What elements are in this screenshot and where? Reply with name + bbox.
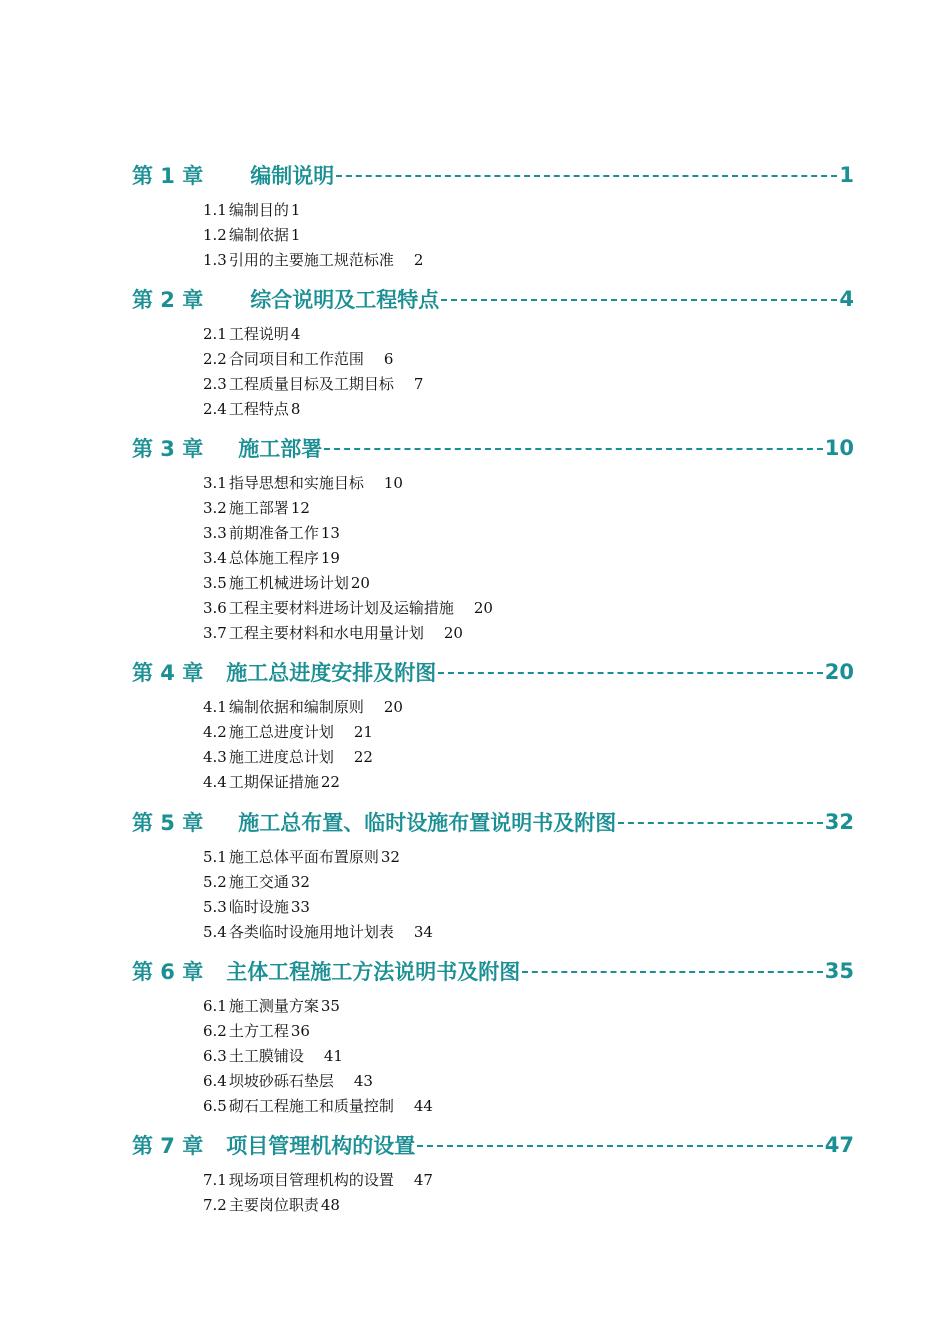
dot-leader bbox=[336, 175, 837, 177]
section-title: 各类临时设施用地计划表 bbox=[228, 923, 394, 941]
dot-leader bbox=[417, 1145, 823, 1147]
toc-chapter-entry[interactable] bbox=[132, 433, 854, 463]
section-number: 5.4 bbox=[203, 923, 227, 941]
toc-section-entry[interactable] bbox=[203, 199, 300, 221]
toc-chapter-entry[interactable] bbox=[132, 657, 854, 687]
chapter-title: 编制说明 bbox=[250, 164, 335, 188]
section-page-number: 1 bbox=[290, 201, 301, 219]
chapter-page-number: 47 bbox=[824, 1133, 854, 1157]
section-title: 主要岗位职责 bbox=[228, 1196, 319, 1214]
toc-section-entry[interactable] bbox=[203, 1095, 433, 1117]
section-title: 编制目的 bbox=[228, 201, 289, 219]
section-number: 3.4 bbox=[203, 549, 227, 567]
chapter-title: 主体工程施工方法说明书及附图 bbox=[226, 960, 521, 984]
section-number: 1.3 bbox=[203, 251, 227, 269]
section-title: 工程主要材料和水电用量计划 bbox=[228, 624, 424, 642]
toc-section-entry[interactable] bbox=[203, 224, 300, 246]
section-number: 7.1 bbox=[203, 1171, 227, 1189]
chapter-page-number: 20 bbox=[824, 660, 854, 684]
section-number: 2.4 bbox=[203, 400, 227, 418]
section-number: 3.1 bbox=[203, 474, 227, 492]
section-title: 施工进度总计划 bbox=[228, 748, 334, 766]
section-title: 合同项目和工作范围 bbox=[228, 350, 364, 368]
toc-section-entry[interactable] bbox=[203, 497, 310, 519]
section-title: 前期准备工作 bbox=[228, 524, 319, 542]
chapter-page-number: 32 bbox=[824, 810, 854, 834]
toc-chapter-entry[interactable] bbox=[132, 284, 854, 314]
toc-section-entry[interactable] bbox=[203, 771, 340, 793]
section-title: 总体施工程序 bbox=[228, 549, 319, 567]
section-page-number: 44 bbox=[413, 1097, 433, 1115]
chapter-label: 第 1 章 bbox=[132, 164, 204, 188]
section-number: 6.2 bbox=[203, 1022, 227, 1040]
chapter-title: 施工部署 bbox=[238, 437, 323, 461]
toc-section-entry[interactable] bbox=[203, 921, 433, 943]
section-number: 4.2 bbox=[203, 723, 227, 741]
section-title: 坝坡砂砾石垫层 bbox=[228, 1072, 334, 1090]
section-page-number: 6 bbox=[383, 350, 394, 368]
section-number: 3.7 bbox=[203, 624, 227, 642]
section-page-number: 22 bbox=[320, 773, 340, 791]
section-title: 工程特点 bbox=[228, 400, 289, 418]
dot-leader bbox=[618, 822, 823, 824]
section-number: 1.1 bbox=[203, 201, 227, 219]
section-number: 2.3 bbox=[203, 375, 227, 393]
section-title: 施工交通 bbox=[228, 873, 289, 891]
section-title: 指导思想和实施目标 bbox=[228, 474, 364, 492]
section-number: 3.5 bbox=[203, 574, 227, 592]
toc-section-entry[interactable] bbox=[203, 696, 403, 718]
section-number: 7.2 bbox=[203, 1196, 227, 1214]
toc-section-entry[interactable] bbox=[203, 1020, 310, 1042]
toc-section-entry[interactable] bbox=[203, 622, 463, 644]
dot-leader bbox=[522, 971, 823, 973]
section-title: 土工膜铺设 bbox=[228, 1047, 304, 1065]
section-page-number: 47 bbox=[413, 1171, 433, 1189]
section-number: 4.1 bbox=[203, 698, 227, 716]
section-title: 砌石工程施工和质量控制 bbox=[228, 1097, 394, 1115]
section-number: 3.2 bbox=[203, 499, 227, 517]
section-title: 现场项目管理机构的设置 bbox=[228, 1171, 394, 1189]
chapter-title: 施工总进度安排及附图 bbox=[226, 661, 437, 685]
section-number: 1.2 bbox=[203, 226, 227, 244]
section-page-number: 36 bbox=[290, 1022, 310, 1040]
toc-section-entry[interactable] bbox=[203, 572, 370, 594]
toc-chapter-entry[interactable] bbox=[132, 1130, 854, 1160]
chapter-label: 第 5 章 bbox=[132, 811, 204, 835]
section-title: 工程质量目标及工期目标 bbox=[228, 375, 394, 393]
section-number: 6.5 bbox=[203, 1097, 227, 1115]
section-page-number: 10 bbox=[383, 474, 403, 492]
toc-section-entry[interactable] bbox=[203, 597, 493, 619]
section-page-number: 19 bbox=[320, 549, 340, 567]
toc-section-entry[interactable] bbox=[203, 1169, 433, 1191]
section-page-number: 20 bbox=[383, 698, 403, 716]
section-page-number: 33 bbox=[290, 898, 310, 916]
section-number: 3.3 bbox=[203, 524, 227, 542]
section-page-number: 34 bbox=[413, 923, 433, 941]
toc-section-entry[interactable] bbox=[203, 896, 310, 918]
chapter-page-number: 35 bbox=[824, 959, 854, 983]
section-number: 4.3 bbox=[203, 748, 227, 766]
section-page-number: 32 bbox=[290, 873, 310, 891]
dot-leader bbox=[438, 672, 823, 674]
toc-section-entry[interactable] bbox=[203, 1194, 340, 1216]
toc-section-entry[interactable] bbox=[203, 721, 373, 743]
chapter-label: 第 4 章 bbox=[132, 661, 204, 685]
section-number: 2.1 bbox=[203, 325, 227, 343]
chapter-title: 项目管理机构的设置 bbox=[226, 1134, 416, 1158]
section-title: 编制依据和编制原则 bbox=[228, 698, 364, 716]
section-title: 施工总体平面布置原则 bbox=[228, 848, 379, 866]
chapter-title: 施工总布置、临时设施布置说明书及附图 bbox=[238, 811, 617, 835]
section-number: 5.3 bbox=[203, 898, 227, 916]
chapter-label: 第 3 章 bbox=[132, 437, 204, 461]
chapter-page-number: 10 bbox=[824, 436, 854, 460]
chapter-label: 第 6 章 bbox=[132, 960, 204, 984]
section-title: 工期保证措施 bbox=[228, 773, 319, 791]
section-number: 5.1 bbox=[203, 848, 227, 866]
section-page-number: 20 bbox=[473, 599, 493, 617]
section-page-number: 48 bbox=[320, 1196, 340, 1214]
toc-section-entry[interactable] bbox=[203, 373, 423, 395]
section-title: 施工测量方案 bbox=[228, 997, 319, 1015]
section-page-number: 20 bbox=[350, 574, 370, 592]
chapter-page-number: 1 bbox=[839, 163, 854, 187]
section-page-number: 32 bbox=[380, 848, 400, 866]
section-number: 6.3 bbox=[203, 1047, 227, 1065]
section-title: 工程说明 bbox=[228, 325, 289, 343]
section-page-number: 35 bbox=[320, 997, 340, 1015]
section-page-number: 43 bbox=[353, 1072, 373, 1090]
toc-section-entry[interactable] bbox=[203, 547, 340, 569]
section-title: 土方工程 bbox=[228, 1022, 289, 1040]
section-page-number: 8 bbox=[290, 400, 301, 418]
section-title: 工程主要材料进场计划及运输措施 bbox=[228, 599, 454, 617]
section-page-number: 7 bbox=[413, 375, 424, 393]
section-page-number: 12 bbox=[290, 499, 310, 517]
chapter-label: 第 2 章 bbox=[132, 288, 204, 312]
dot-leader bbox=[441, 299, 837, 301]
toc-section-entry[interactable] bbox=[203, 746, 373, 768]
toc-section-entry[interactable] bbox=[203, 1045, 343, 1067]
section-title: 临时设施 bbox=[228, 898, 289, 916]
section-page-number: 2 bbox=[413, 251, 424, 269]
section-number: 2.2 bbox=[203, 350, 227, 368]
toc-chapter-entry[interactable] bbox=[132, 956, 854, 986]
section-page-number: 1 bbox=[290, 226, 301, 244]
section-number: 3.6 bbox=[203, 599, 227, 617]
toc-section-entry[interactable] bbox=[203, 1070, 373, 1092]
section-page-number: 4 bbox=[290, 325, 301, 343]
section-title: 施工总进度计划 bbox=[228, 723, 334, 741]
section-page-number: 41 bbox=[323, 1047, 343, 1065]
chapter-page-number: 4 bbox=[839, 287, 854, 311]
section-title: 施工部署 bbox=[228, 499, 289, 517]
section-number: 4.4 bbox=[203, 773, 227, 791]
toc-section-entry[interactable] bbox=[203, 522, 340, 544]
section-page-number: 13 bbox=[320, 524, 340, 542]
section-page-number: 21 bbox=[353, 723, 373, 741]
dot-leader bbox=[324, 448, 823, 450]
toc-section-entry[interactable] bbox=[203, 995, 340, 1017]
toc-chapter-entry[interactable] bbox=[132, 807, 854, 837]
section-title: 施工机械进场计划 bbox=[228, 574, 349, 592]
section-title: 编制依据 bbox=[228, 226, 289, 244]
toc-section-entry[interactable] bbox=[203, 323, 300, 345]
toc-section-entry[interactable] bbox=[203, 249, 423, 271]
toc-section-entry[interactable] bbox=[203, 846, 400, 868]
chapter-label: 第 7 章 bbox=[132, 1134, 204, 1158]
section-number: 5.2 bbox=[203, 873, 227, 891]
toc-section-entry[interactable] bbox=[203, 472, 403, 494]
section-number: 6.1 bbox=[203, 997, 227, 1015]
toc-section-entry[interactable] bbox=[203, 871, 310, 893]
section-title: 引用的主要施工规范标准 bbox=[228, 251, 394, 269]
section-page-number: 20 bbox=[443, 624, 463, 642]
section-page-number: 22 bbox=[353, 748, 373, 766]
toc-chapter-entry[interactable] bbox=[132, 160, 854, 190]
chapter-title: 综合说明及工程特点 bbox=[250, 288, 440, 312]
toc-section-entry[interactable] bbox=[203, 348, 393, 370]
toc-section-entry[interactable] bbox=[203, 398, 300, 420]
section-number: 6.4 bbox=[203, 1072, 227, 1090]
